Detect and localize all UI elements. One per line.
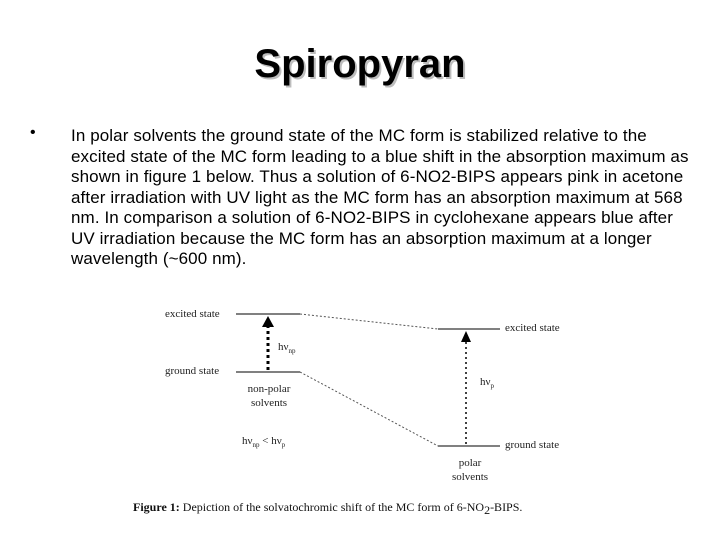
right-arrow-head	[461, 331, 471, 342]
slide-title: Spiropyran	[254, 42, 466, 86]
bullet-marker: •	[30, 124, 36, 141]
excited-connector	[300, 314, 438, 329]
comparison-label: $h\nu_{np} < h\nu_p$	[242, 435, 286, 449]
left-arrow-head	[262, 316, 274, 327]
right-ground-label: ground state	[505, 439, 560, 451]
polar-label-2: solvents	[451, 471, 489, 483]
figure-caption: Figure 1: Depiction of the solvatochromic shift of the MC form of 6-NO2-BIPS.	[133, 500, 523, 517]
left-excited-label: excited state	[165, 308, 220, 320]
polar-label-1: polar	[458, 457, 482, 469]
nonpolar-label-1: non-polar	[247, 383, 291, 395]
nonpolar-label-2: solvents	[250, 397, 288, 409]
left-ground-label: ground state	[165, 365, 220, 377]
right-excited-label: excited state	[505, 322, 560, 334]
bullet-body-text: In polar solvents the ground state of the MC form is stabilized relative to the excited state of the MC form leading to a blue shift in the absorption maximum as shown in figure 1 below. Thus a solution of 6-NO2-BIPS appears pink in acetone after irradiation with UV light as the MC form has an absorption maximum at 568 nm. In comparison a solution of 6-NO2-BIPS in cyclohexane appears blue after UV irradiation because the MC form has an absorption maximum at a longer wavelength (~600 nm).	[71, 126, 689, 268]
ground-connector	[300, 372, 438, 446]
right-transition-label: $h\nu_p$	[480, 376, 494, 390]
left-transition-label: $h\nu_{np}$	[278, 341, 296, 355]
